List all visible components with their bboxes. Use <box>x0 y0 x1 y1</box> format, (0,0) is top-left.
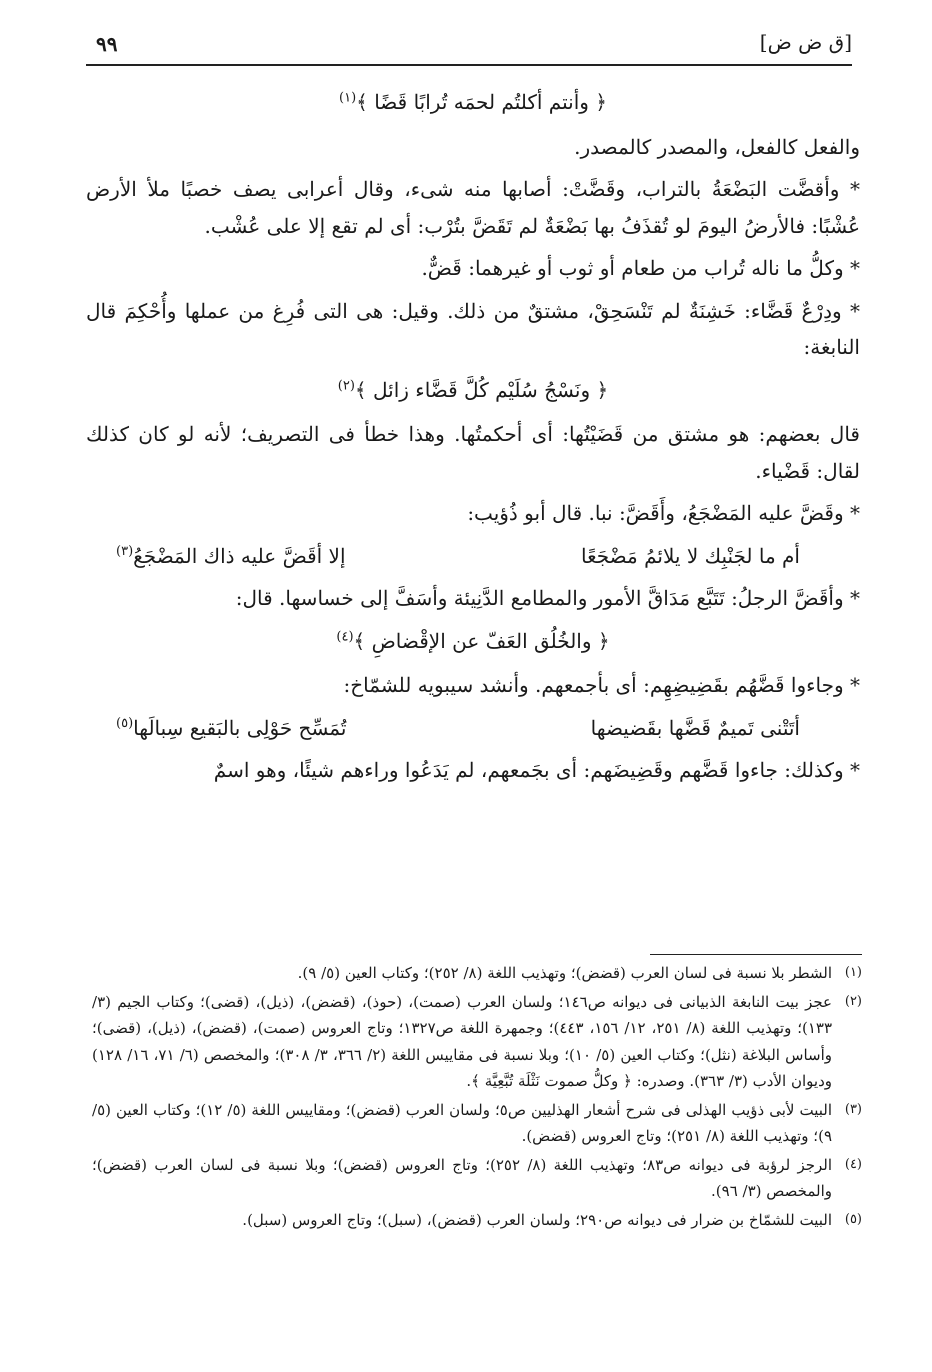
header-rule <box>86 64 852 66</box>
paragraph: والفعل كالفعل، والمصدر كالمصدر. <box>574 134 860 159</box>
poetry-couplet <box>86 538 860 575</box>
verse-line <box>86 623 860 660</box>
paragraph: * وكذلك: جاءوا قَضَّهم وقَضِيضَهم: أى بجَمعهم، لم يَدَعُوا وراءهم شيئًا، وهو اسمٌ <box>213 758 860 782</box>
footnote-number: (٢) <box>844 993 862 1009</box>
paragraph: * وكلُّ ما ناله تُراب من طعام أو ثوب أو غيرهما: قَضٌّ. <box>421 256 860 280</box>
footnotes <box>92 960 862 1235</box>
footnote <box>92 1152 862 1205</box>
entry-body <box>86 84 860 795</box>
page-header <box>86 22 852 66</box>
verse-line <box>86 372 860 409</box>
footnote-text: البيت للشمّاخ بن ضرار فى ديوانه ص٢٩٠؛ ولسان العرب (قضض)، (سبل)؛ وتاج العروس (سبل). <box>242 1210 832 1229</box>
footnote-number: (١) <box>844 965 862 980</box>
footnote <box>92 1097 862 1150</box>
verse-text: ﴿ والخُلُق العَفّ عن الإقْضاضِ ﴾ <box>353 628 610 653</box>
paragraph: * وجاءوا قَضَّهُم بقَضِيضِهِم: أى بأجمعهم. وأنشد سيبويه للشمّاخ: <box>343 673 860 697</box>
footnote-separator <box>650 954 862 955</box>
footnote-ref: (١) <box>339 90 357 106</box>
verse-line <box>86 84 860 121</box>
paragraph: * ودِرْعٌ قَضَّاء: خَشِنَةٌ لم تَنْسَحِقْ، مشتقٌ من ذلك. وقيل: هى التى فُرِغ من عملها وأُحْكِمَ قال النابغة: <box>86 298 860 359</box>
footnote-number: (٤) <box>844 1156 862 1172</box>
root-label: [ق ض ض] <box>759 30 852 54</box>
footnote-text: الرجز لرؤبة فى ديوانه ص٨٣؛ وتهذيب اللغة (٨/ ٢٥٢)؛ وتاج العروس (قضض)؛ وبلا نسبة فى لسان العرب (قضض)؛ والمخصص (٣/ ٩٦). <box>92 1155 833 1200</box>
footnote-number: (٥) <box>844 1211 862 1227</box>
footnote-ref: (٢) <box>337 377 355 393</box>
footnote <box>92 960 862 987</box>
footnote <box>92 1207 862 1234</box>
hemistich-second: إلا أقَضَّ عليه ذاك المَضْجَعُ(٣) <box>116 538 346 575</box>
paragraph: قال بعضهم: هو مشتق من قَضَيْتُها: أى أحكمتُها. وهذا خطأ فى التصريف؛ لأنه لو كان كذلك لقال: قَضْياء. <box>86 422 860 483</box>
page-number: ٩٩ <box>96 32 118 56</box>
footnote-text: البيت لأبى ذؤيب الهذلى فى شرح أشعار الهذليين ص٥؛ ولسان العرب (قضض)؛ ومقاييس اللغة (٥/ ١٢)؛ وكتاب العين (٥/ ٩)؛ وتهذيب اللغة (٨/ ٢٥١)؛ وتاج العروس (قضض). <box>92 1100 832 1145</box>
poetry-couplet <box>86 710 860 747</box>
paragraph: * وأقَضَّ الرجلُ: تَتَبَّع مَدَاقَّ الأمور والمطامع الدَّنِيئة وأسَفَّ إلى خساسها. قال: <box>235 586 860 610</box>
hemistich-first: أتَتْنى تَميمٌ قَضَّها بقَضيضها <box>590 715 800 740</box>
verse-text: ﴿ وأنتم أكلتُم لحمَه تُرابًا قَضًا ﴾ <box>356 90 607 114</box>
footnote-text: الشطر بلا نسبة فى لسان العرب (قضض)؛ وتهذيب اللغة (٨/ ٢٥٢)؛ وكتاب العين (٥/ ٩). <box>297 964 832 982</box>
hemistich-second: تُمَسِّح حَوْلِى بالبَقيع سِبالَها(٥) <box>116 710 346 747</box>
hemistich-text: إلا أقَضَّ عليه ذاك المَضْجَعُ <box>133 543 346 568</box>
footnote <box>92 989 862 1095</box>
footnote-ref: (٤) <box>336 628 354 644</box>
footnote-text: عجز بيت النابغة الذبيانى فى ديوانه ص١٤٦؛ ولسان العرب (صمت)، (حوذ)، (قضض)، (ذيل)، (قضى)؛ وكتاب الجيم (٣/ ١٣٣)؛ وتهذيب اللغة (٨/ ٢٥١، ١٢/ ١٥٦، ٤٤٣)؛ وجمهرة اللغة ص١٣٢٧؛ وتاج العروس (صمت)، (قضض)، (ذيل)، (قضى)؛ وأساس البلاغة (نثل)؛ وكتاب العين (٥/ ١٠)؛ وبلا نسبة فى مقاييس اللغة (٢/ ٣٦٦، ٣/ ٣٠٨)؛ والمخصص (٦/ ٧١، ١٦/ ١٢٨) وديوان الأدب (٣/ ٣٦٣). وصدره: ﴿ وكلُّ صموت نَثْلَة تُبَّعِيَّة ﴾. <box>92 992 833 1090</box>
paragraph: * وأقضَّت البَضْعَةُ بالتراب، وقَضَّتْ: أصابها منه شىء، وقال أعرابى يصف خصبًا ملأ الأرض عُشْبًا: فالأرضُ اليومَ لو تُقذَفُ بها بَضْعَةٌ لم تَقَضَّ بتُرْب: أى لم تقع إلا على عُشْب. <box>86 177 860 238</box>
hemistich-first: أم ما لجَنْبِك لا يلائمُ مَضْجَعًا <box>581 543 800 568</box>
footnote-number: (٣) <box>844 1101 862 1117</box>
hemistich-text: تُمَسِّح حَوْلِى بالبَقيع سِبالَها <box>133 715 347 740</box>
verse-text: ﴿ ونَسْجُ سُلَيْم كُلَّ قَضَّاء زائل ﴾ <box>354 377 609 402</box>
paragraph: * وقَضَّ عليه المَضْجَعُ، وأَقَضَّ: نبا. قال أبو ذُؤيب: <box>467 501 860 525</box>
